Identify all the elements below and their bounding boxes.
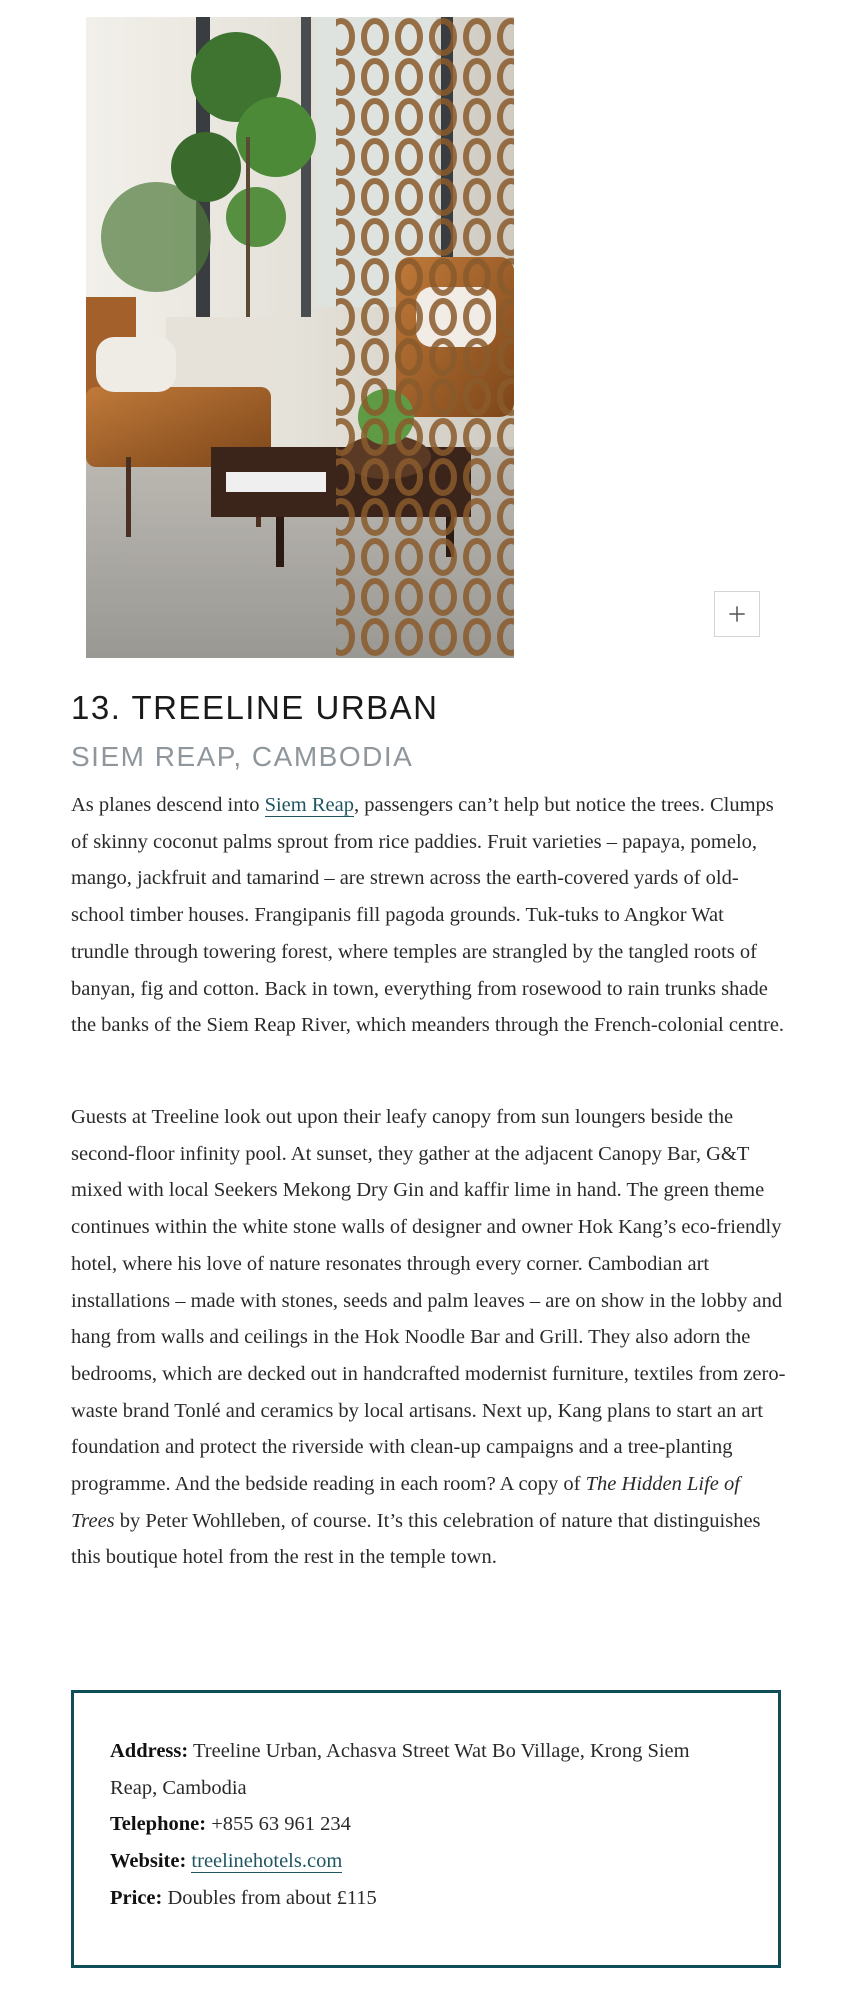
intro-text-rest: , passengers can’t help but notice the trees. Clumps of skinny coconut palms sprout from rice paddies. Fruit varieties – papaya, pomelo, mango, jackfruit and tamarind – are strewn across the earth-covered yards of old-school timber houses. Frangipanis fill pagoda grounds. Tuk-tuks to Angkor Wat trundle through towering forest, where temples are strangled by the tangled roots of banyan, fig and cotton. Back in town, everything from rosewood to rain trunks shade the banks of the Siem Reap River, which meanders through the French-colonial centre. [71,794,785,1037]
expand-image-button[interactable] [714,591,760,637]
price-line [110,1880,730,1917]
address-line [110,1733,730,1806]
hotel-lobby-image [86,17,514,658]
intro-text-start: As planes descend into [71,794,265,816]
hotel-title: 13. TREELINE URBAN [71,689,439,726]
plus-icon [715,592,759,636]
telephone-line [110,1806,730,1843]
price-label: Price: [110,1886,163,1909]
address-label: Address: [110,1740,189,1762]
address-value: Treeline Urban, Achasva Street Wat Bo Village, Krong Siem Reap, Cambodia [110,1740,690,1799]
book-title: The Hidden Life of Trees [71,1473,740,1532]
website-line [110,1843,730,1880]
description-text-start: Guests at Treeline look out upon their leafy canopy from sun loungers beside the second-floor infinity pool. At sunset, they gather at the adjacent Canopy Bar, G&T mixed with local Seekers Mekong Dry Gin and kaffir lime in hand. The green theme continues within the white stone walls of designer and owner Hok Kang’s eco-friendly hotel, where his love of nature resonates through every corner. Cambodian art installations – made with stones, seeds and palm leaves – are on show in the lobby and hang from walls and ceilings in the Hok Noodle Bar and Grill. They also adorn the bedrooms, which are decked out in handcrafted modernist furniture, textiles from zero-waste brand Tonlé and ceramics by local artisans. Next up, Kang plans to start an art foundation and protect the riverside with clean-up campaigns and a tree-planting programme. And the bedside reading in each room? A copy of [71,1106,786,1496]
hotel-info-details [110,1733,730,1917]
price-value: Doubles from about £115 [162,1886,377,1909]
website-link[interactable]: treelinehotels.com [191,1850,343,1873]
siem-reap-link[interactable]: Siem Reap [264,794,354,816]
description-text-end: by Peter Wohlleben, of course. It’s this celebration of nature that distinguishes this boutique hotel from the rest in the temple town. [71,1509,761,1569]
telephone-label: Telephone: [110,1813,207,1836]
website-label: Website: [110,1850,187,1873]
intro-paragraph [71,787,786,1044]
telephone-value: +855 63 961 234 [206,1813,351,1836]
hotel-lobby-photo [86,17,514,658]
hotel-location: SIEM REAP, CAMBODIA [71,741,414,772]
hotel-description-paragraph [71,1099,786,1576]
hotel-info-box [71,1690,781,1968]
